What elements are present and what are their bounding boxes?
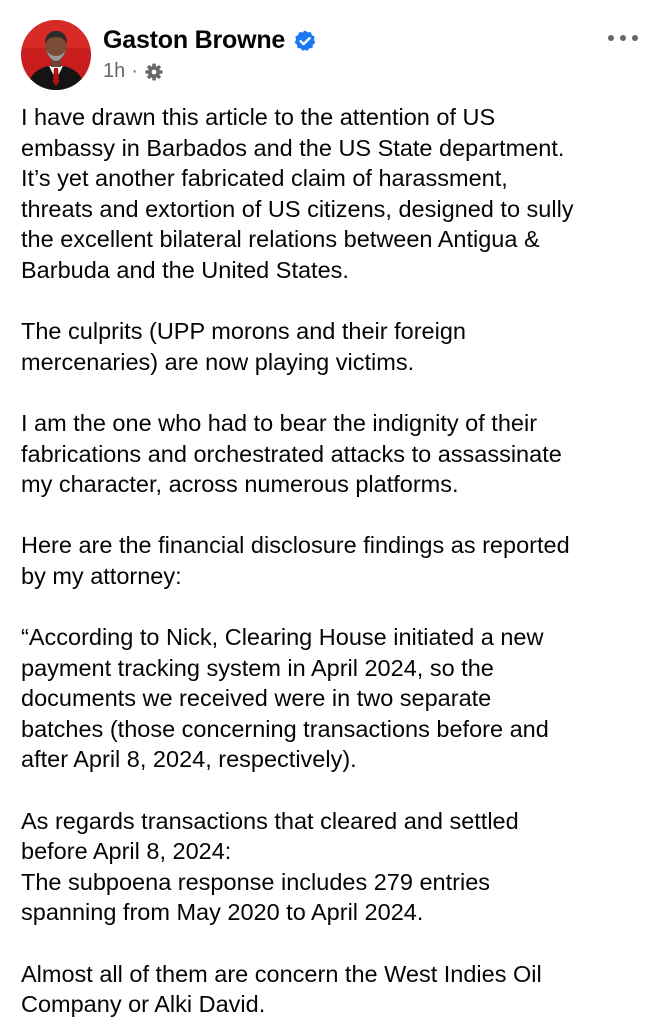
more-options-button[interactable] xyxy=(608,28,638,48)
avatar[interactable] xyxy=(21,20,91,90)
avatar-image xyxy=(21,20,91,90)
post-paragraph: Almost all of them are concern the West Indies Oil Company or Alki David. xyxy=(21,960,542,1018)
author-row xyxy=(103,26,317,55)
more-horizontal-icon xyxy=(608,35,614,41)
post-meta xyxy=(103,60,164,83)
gear-icon[interactable] xyxy=(144,62,164,82)
post-paragraph: As regards transactions that cleared and settled before April 8, 2024: The subpoena response includes 279 entries spanning from May 2020 to April 2024. xyxy=(21,807,519,926)
post-text xyxy=(21,102,646,1024)
post-time[interactable]: 1h xyxy=(103,60,126,82)
author-name[interactable]: Gaston Browne xyxy=(103,26,286,54)
post-paragraph: “According to Nick, Clearing House initiated a new payment tracking system in April 2024, so the documents we received were in two separate batches (those concerning transactions before and after April 8, 2024, respectively). xyxy=(21,624,549,773)
post-paragraph: The culprits (UPP morons and their foreign mercenaries) are now playing victims. xyxy=(21,318,466,375)
post-header xyxy=(0,0,662,100)
more-horizontal-icon-dot xyxy=(632,35,638,41)
post-paragraph: I have drawn this article to the attention of US embassy in Barbados and the US State department. It’s yet another fabricated claim of harassment, threats and extortion of US citizens, designed to sully the excellent bilateral relations between Antigua & Barbuda and the United States. xyxy=(21,104,574,283)
verified-badge-icon xyxy=(293,29,317,53)
more-horizontal-icon-dot xyxy=(620,35,626,41)
post-paragraph: Here are the financial disclosure findings as reported by my attorney: xyxy=(21,532,570,589)
meta-separator: · xyxy=(131,60,138,82)
post-paragraph: I am the one who had to bear the indignity of their fabrications and orchestrated attacks to assassinate my character, across numerous platforms. xyxy=(21,409,562,498)
